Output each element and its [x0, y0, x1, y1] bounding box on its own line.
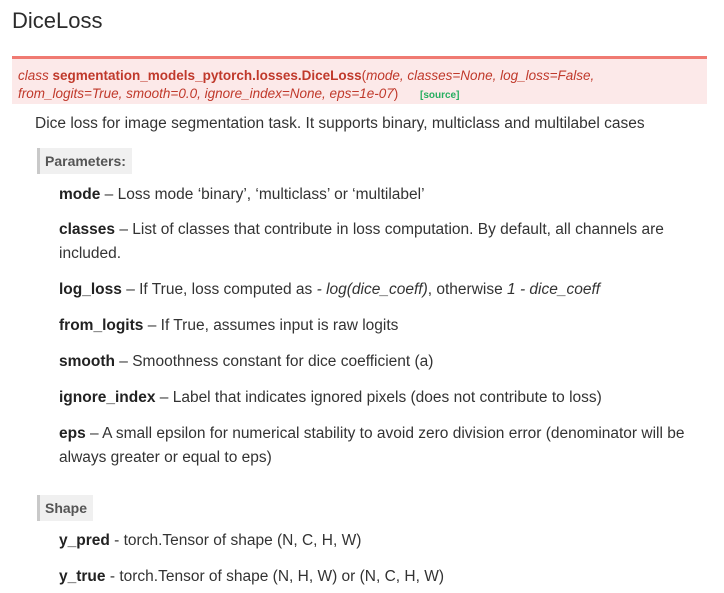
- param-name: classes: [59, 221, 116, 238]
- parameters-label: Parameters:: [37, 148, 132, 174]
- param-desc: Label that indicates ignored pixels (does not contribute to loss): [172, 389, 602, 406]
- param-desc: List of classes that contribute in loss computation. By default, all channels are included.: [59, 221, 664, 262]
- param-emphasis: - log(dice_coeff): [316, 281, 428, 298]
- shape-y-pred: [59, 529, 699, 553]
- shape-y-true: [59, 565, 699, 589]
- shape-desc: torch.Tensor of shape (N, H, W) or (N, C, H, W): [119, 568, 445, 585]
- param-separator: –: [114, 353, 133, 370]
- shape-name: y_true: [59, 568, 106, 585]
- signature-args-line1: mode, classes=None, log_loss=False,: [366, 68, 595, 83]
- close-paren: ): [393, 86, 399, 101]
- param-log-loss: [59, 278, 699, 302]
- param-name: mode: [59, 186, 101, 203]
- param-desc: If True, loss computed as: [139, 281, 317, 298]
- param-mode: [59, 183, 699, 207]
- param-separator: –: [85, 425, 103, 442]
- param-name: eps: [59, 425, 86, 442]
- shape-separator: -: [105, 568, 120, 585]
- param-desc: Smoothness constant for dice coefficient (a): [132, 353, 434, 370]
- class-keyword: class: [18, 68, 49, 83]
- param-name: ignore_index: [59, 389, 156, 406]
- shape-name: y_pred: [59, 532, 110, 549]
- param-desc: , otherwise: [427, 281, 508, 298]
- shape-desc: torch.Tensor of shape (N, C, H, W): [123, 532, 362, 549]
- param-desc: Loss mode ‘binary’, ‘multiclass’ or ‘multilabel’: [117, 186, 425, 203]
- shape-label: Shape: [37, 495, 93, 521]
- param-desc: A small epsilon for numerical stability to avoid zero division error (denominator will be always greater or equal to eps): [59, 425, 685, 466]
- class-description: Dice loss for image segmentation task. It supports binary, multiclass and multilabel cases: [35, 115, 645, 132]
- param-classes: [59, 218, 699, 266]
- param-name: smooth: [59, 353, 115, 370]
- param-separator: –: [115, 221, 133, 238]
- class-signature: [12, 56, 707, 104]
- source-link[interactable]: [source]: [420, 90, 460, 101]
- param-separator: –: [100, 186, 118, 203]
- param-separator: –: [143, 317, 161, 334]
- param-name: from_logits: [59, 317, 144, 334]
- param-smooth: [59, 350, 699, 374]
- param-eps: [59, 422, 699, 470]
- param-name: log_loss: [59, 281, 122, 298]
- param-ignore-index: [59, 386, 699, 410]
- param-separator: –: [155, 389, 173, 406]
- shape-separator: -: [109, 532, 124, 549]
- page-title: DiceLoss: [12, 8, 103, 33]
- param-from-logits: [59, 314, 699, 338]
- param-desc: If True, assumes input is raw logits: [160, 317, 399, 334]
- open-paren: (: [361, 68, 367, 83]
- param-emphasis: 1 - dice_coeff: [507, 281, 601, 298]
- signature-args-line2: from_logits=True, smooth=0.0, ignore_index=None, eps=1e-07: [18, 86, 394, 101]
- param-separator: –: [121, 281, 140, 298]
- class-name: segmentation_models_pytorch.losses.DiceLoss: [52, 68, 362, 83]
